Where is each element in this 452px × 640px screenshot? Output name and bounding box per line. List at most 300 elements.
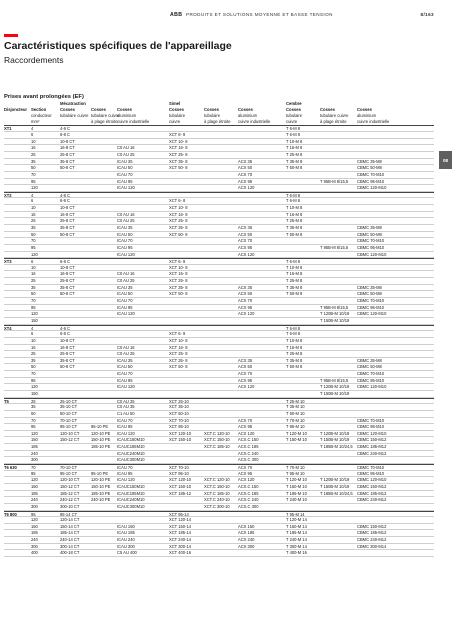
table-row [4, 271, 434, 278]
table-cell: 16-8 CT [60, 211, 75, 217]
table-row [4, 218, 434, 225]
table-row [4, 371, 434, 378]
table-cell: XCT 185-12 [169, 490, 191, 496]
table-cell: 120 [31, 185, 38, 191]
table-cell: XT4 [4, 325, 12, 331]
table-cell: XCT.C 185-10 [204, 444, 230, 450]
table-row [4, 497, 434, 504]
table-cell: CBMC 300-M14 [357, 543, 387, 549]
table-cell: 185 [31, 530, 38, 536]
table-row [4, 524, 434, 531]
table-cell: ICAU 185 [117, 530, 135, 536]
table-cell: C0 AU 16 [117, 344, 135, 350]
table-cell: 70 [31, 417, 36, 423]
table-row [4, 132, 434, 139]
table-cell: ICAUC240M10 [117, 450, 145, 456]
table-cell: XCT 10- 8 [169, 205, 188, 211]
table-cell: ACX.C 240 [238, 450, 259, 456]
table-cell: 240 [31, 450, 38, 456]
table-cell: XCT 16- 8 [169, 344, 188, 350]
table-cell: CBMC 240-M12 [357, 537, 387, 543]
table-cell: ACX 35 [238, 284, 253, 290]
table-cell: CBMC 50-M8 [357, 291, 382, 297]
table-cell: T 16-M 8 [286, 271, 303, 277]
table-row [4, 484, 434, 491]
table-cell: 35-8 CT [60, 224, 75, 230]
table-cell: 95 [31, 377, 36, 383]
table-cell: XCT 25- 8 [169, 218, 188, 224]
table-row [4, 172, 434, 179]
table-row [4, 537, 434, 544]
table-cell: ACX 95 [238, 377, 253, 383]
table-cell: C0 AU 25 [117, 278, 135, 284]
table-cell: T 10-M 8 [286, 264, 303, 270]
table-cell: ACX 185 [238, 530, 255, 536]
table-cell: T 300-M 14 [286, 543, 307, 549]
column-header: Cosses [91, 107, 106, 113]
table-row [4, 245, 434, 252]
table-cell: 4 [31, 192, 34, 198]
table-cell: XCT 35- 8 [169, 224, 188, 230]
table-cell: XCT 35- 8 [169, 357, 188, 363]
table-cell: 6 [31, 198, 34, 204]
table-cell: 70 [31, 371, 36, 377]
table-cell: T 95-M 10 [286, 424, 305, 430]
table-cell: 25 [31, 278, 36, 284]
table-cell: ACX.C 300 [238, 503, 259, 509]
table-cell: XCT 10- 8 [169, 138, 188, 144]
column-header: tubulaire [169, 113, 186, 119]
column-header: tubulaire cuivre [60, 113, 89, 119]
table-cell: 120 [31, 430, 38, 436]
table-row [4, 351, 434, 358]
column-header: tubulaire [286, 113, 303, 119]
table-cell: XCT 95-10 [169, 470, 189, 476]
table-cell: 6-8 C [60, 331, 71, 337]
table-row [4, 165, 434, 172]
table-cell: ICAU 50 [117, 231, 133, 237]
table-cell: 120-10 CT [60, 430, 80, 436]
table-cell: XCT 50- 8 [169, 291, 188, 297]
table-cell: 95 [31, 511, 36, 517]
table-cell: ACX 95 [238, 244, 253, 250]
table-cell: 4-8 C [60, 192, 71, 198]
table-cell: 240 [31, 497, 38, 503]
column-header: aluminium [117, 113, 137, 119]
table-cell: ICAUC185M10 [117, 444, 145, 450]
table-cell: XCT 25- 8 [169, 351, 188, 357]
table-cell: C0 AU 25 [117, 398, 135, 404]
table-cell: XCT 16- 8 [169, 271, 188, 277]
chapter-tab: 08 [439, 151, 452, 169]
table-cell: T 50-M 8 [286, 291, 303, 297]
table-cell: 50 [31, 165, 36, 171]
table-cell: 95-10 PE [91, 470, 109, 476]
table-cell: T 35-M 8 [286, 158, 303, 164]
table-cell: 120 [31, 384, 38, 390]
table-row [4, 477, 434, 484]
table-cell: ICAU 95 [117, 377, 133, 383]
table-cell: T 120-M 10 [286, 430, 307, 436]
table-cell: T 16-M 8 [286, 344, 303, 350]
table-cell: 35 [31, 284, 36, 290]
table-cell: T 6-M 8 [286, 259, 301, 265]
table-cell: XCT 6- 8 [169, 259, 186, 265]
table-row [4, 318, 434, 325]
table-cell: 10 [31, 205, 36, 211]
table-cell: ICAU 50 [117, 291, 133, 297]
table-row [4, 291, 434, 298]
table-cell: CBMC 150-M12 [357, 523, 387, 529]
table-cell: 120 [31, 517, 38, 523]
table-cell: 150-10 PE [91, 483, 111, 489]
table-cell: 4 [31, 126, 34, 132]
table-cell: CBMC 95-M10 [357, 244, 385, 250]
table-cell: XCT 150-14 [169, 523, 191, 529]
table-cell: 50-10 CT [60, 410, 78, 416]
table-cell: XCT 120-14 [169, 517, 191, 523]
table-cell: ACX 120 [238, 311, 255, 317]
table-cell: 10 [31, 138, 36, 144]
table-cell: C0 AU 16 [117, 271, 135, 277]
table-cell: T 150B-M 10/19 [320, 317, 350, 323]
table-cell: 10-8 CT [60, 264, 75, 270]
table-cell: 6-8 C [60, 132, 71, 138]
table-cell: XCT 16- 8 [169, 211, 188, 217]
table-cell: 185-10 PE [91, 444, 111, 450]
table-cell: ICAU 50 [117, 165, 133, 171]
table-cell: T 70-M 10 [286, 465, 305, 471]
table-cell: CBMC 95-M10 [357, 178, 385, 184]
table-cell: ACX 35 [238, 224, 253, 230]
table-cell: ACX 240 [238, 537, 255, 543]
table-cell: 120 [31, 311, 38, 317]
table-cell: 240-12 CT [60, 497, 80, 503]
table-cell: CBMC 35-M8 [357, 357, 382, 363]
table-cell: T 6-M 8 [286, 198, 301, 204]
table-cell: 150 [31, 391, 38, 396]
table-row [4, 185, 434, 192]
column-header: Cosses [320, 107, 335, 113]
table-row [4, 418, 434, 425]
table-cell: CBMC 70-M10 [357, 465, 385, 471]
connections-table [4, 101, 434, 557]
table-cell: ICAU 95 [117, 470, 133, 476]
table-cell: CBMC 95-M10 [357, 424, 385, 430]
table-cell: XCT 300-14 [169, 543, 191, 549]
table-row [4, 265, 434, 272]
column-header: mm² [31, 119, 40, 125]
column-header: Cosses [286, 107, 301, 113]
table-cell: ACX 70 [238, 238, 253, 244]
table-cell: 70 [31, 465, 36, 471]
table-cell: XCT 120-10 [169, 477, 191, 483]
table-cell: ACX 70 [238, 171, 253, 177]
table-cell: 150-12 CT [60, 483, 80, 489]
table-cell: 16 [31, 211, 36, 217]
table-cell: ICAU 95 [117, 244, 133, 250]
table-cell: T 70-M 10 [286, 417, 305, 423]
table-row [4, 550, 434, 557]
table-cell: 95-10 CT [60, 424, 78, 430]
column-header: Cosses [117, 107, 132, 113]
table-cell: 70 [31, 171, 36, 177]
table-cell: XCT 35-10 [169, 404, 189, 410]
table-row [4, 437, 434, 444]
table-cell: T 120B-M 10/19 [320, 311, 350, 317]
table-cell: CBMC 70-M10 [357, 238, 385, 244]
table-cell: 95 [31, 244, 36, 250]
table-cell: XCT 150-10 [169, 483, 191, 489]
table-cell: ICAU 70 [117, 417, 133, 423]
table-row [4, 491, 434, 498]
table-cell: T 150-M 10 [286, 483, 307, 489]
table-cell: 50 [31, 364, 36, 370]
table-row [4, 517, 434, 524]
table-cell: CBMC 50-M8 [357, 231, 382, 237]
table-cell: 25 [31, 351, 36, 357]
table-cell: ICAU 70 [117, 298, 133, 304]
table-cell: 16 [31, 145, 36, 151]
table-cell: XT2 [4, 192, 12, 198]
table-cell: XCT 400-16 [169, 550, 191, 556]
table-cell: 120-10 PE [91, 430, 111, 436]
table-cell: CBMC 95-M10 [357, 377, 385, 383]
table-cell: C0 AU 25 [117, 218, 135, 224]
table-cell: XCT 25-10 [169, 398, 189, 404]
table-cell: T 95B-M 8/15,5 [320, 178, 349, 184]
table-cell: 25-8 CT [60, 351, 75, 357]
table-row [4, 404, 434, 411]
table-cell: T 185-M 10 [286, 490, 307, 496]
table-cell: T 120B-M 10/19 [320, 477, 350, 483]
table-cell: ACX 95 [238, 304, 253, 310]
table-cell: XCT 150-10 [169, 437, 191, 443]
table-cell: 6 [31, 259, 34, 265]
table-cell: 95 [31, 178, 36, 184]
table-cell: CBMC 240-M12 [357, 497, 387, 503]
table-cell: T 6-M 8 [286, 132, 301, 138]
table-row [4, 451, 434, 458]
table-cell: XCT 120-10 [169, 430, 191, 436]
page-subtitle: Raccordements [4, 55, 64, 65]
table-cell: C0 AU 16 [117, 211, 135, 217]
table-row [4, 378, 434, 385]
table-cell: ICAU 95 [117, 304, 133, 310]
table-cell: ICAUC300M10 [117, 457, 145, 463]
table-cell: ACX 120 [238, 430, 255, 436]
group-header-simel: Simel [169, 101, 181, 106]
table-row [4, 212, 434, 219]
table-cell: XT3 [4, 259, 12, 265]
table-body [4, 125, 434, 557]
table-cell: ACX 120 [238, 185, 255, 191]
table-cell: C0 AU 25 [117, 351, 135, 357]
table-cell: T 50-M 8 [286, 231, 303, 237]
table-cell: 10-8 CT [60, 205, 75, 211]
table-cell: ACX 120 [238, 477, 255, 483]
table-cell: T 50-M 8 [286, 165, 303, 171]
page-title: Caractéristiques spécifiques de l'appareillage [4, 40, 232, 52]
table-cell: ACX.C 240 [238, 497, 259, 503]
accent-bar [4, 34, 18, 37]
table-cell: 10 [31, 264, 36, 270]
table-cell: ICAU 120 [117, 430, 135, 436]
table-cell: 50-8 CT [60, 291, 75, 297]
column-header: Cosses [204, 107, 219, 113]
column-header: Section [31, 107, 47, 113]
page-header [0, 10, 452, 22]
table-cell: 150-12 CT [60, 437, 80, 443]
table-cell: ACX 150 [238, 523, 255, 529]
table-cell: 16 [31, 271, 36, 277]
table-cell: 120-10 PE [91, 477, 111, 483]
table-cell: 185 [31, 490, 38, 496]
table-cell: ICAU 120 [117, 477, 135, 483]
table-cell: ACX 50 [238, 231, 253, 237]
table-cell: CBMC 70-M10 [357, 371, 385, 377]
table-cell: T 25-M 8 [286, 351, 303, 357]
table-cell: 35-8 CT [60, 284, 75, 290]
table-cell: 6 [31, 331, 34, 337]
table-cell: XCT 25- 8 [169, 151, 188, 157]
section-title: PRODUITS ET SOLUTIONS MOYENNE ET BASSE TENSION [186, 12, 333, 17]
table-cell: T 400-M 16 [286, 550, 307, 556]
table-cell: XCT 240-14 [169, 537, 191, 543]
table-cell: CBMC 185-M12 [357, 490, 387, 496]
table-cell: 120 [31, 477, 38, 483]
table-cell: 70 [31, 298, 36, 304]
table-cell: T 120B-M 10/19 [320, 430, 350, 436]
table-cell: 35-8 CT [60, 357, 75, 363]
table-cell: 35 [31, 404, 36, 410]
table-cell: CBMC 50-M8 [357, 364, 382, 370]
table-cell: 70-10 CT [60, 465, 78, 471]
column-header: à plage étroite [204, 119, 231, 125]
table-cell: T6 800 [4, 511, 17, 517]
table-cell: ACX.C 150 [238, 483, 259, 489]
table-row [4, 345, 434, 352]
table-cell: ACX 50 [238, 291, 253, 297]
table-cell: XCT 16- 8 [169, 145, 188, 151]
group-header-mecatraction: Mécatraction [60, 101, 86, 106]
table-cell: XCT 6- 8 [169, 132, 186, 138]
table-cell: XCT.C 185-10 [204, 490, 230, 496]
group-header-cembre: Cembre [286, 101, 302, 106]
table-cell: XCT 50- 8 [169, 364, 188, 370]
table-cell: T 35-M 8 [286, 357, 303, 363]
table-row [4, 511, 434, 518]
table-cell: C0 AU 25 [117, 151, 135, 157]
table-cell: CBMC 35-M8 [357, 284, 382, 290]
table-cell: XCT.C 120-10 [204, 477, 230, 483]
table-cell: ACX 120 [238, 384, 255, 390]
table-cell: CBMC 70-M10 [357, 298, 385, 304]
table-cell: T6 630 [4, 465, 17, 471]
table-cell: C1 AU 50 [117, 410, 135, 416]
table-row [4, 179, 434, 186]
column-header: tubulaire cuivre [320, 113, 349, 119]
table-row [4, 358, 434, 365]
table-cell: ICAU 150 [117, 523, 135, 529]
table-cell: 50-8 CT [60, 364, 75, 370]
table-cell: ACX 35 [238, 158, 253, 164]
table-cell: C0 AU 16 [117, 145, 135, 151]
table-cell: 50-8 CT [60, 231, 75, 237]
table-cell: XCT 185-14 [169, 530, 191, 536]
table-row [4, 192, 434, 199]
table-cell: 300 [31, 457, 38, 463]
column-header: tubulaire cuivre [91, 113, 120, 119]
table-row [4, 145, 434, 152]
table-cell: 25 [31, 218, 36, 224]
table-row [4, 384, 434, 391]
table-cell: T 16-M 8 [286, 145, 303, 151]
table-cell: ICAU 120 [117, 311, 135, 317]
table-cell: 240-10 PE [91, 497, 111, 503]
table-cell: T 25-M 8 [286, 278, 303, 284]
table-row [4, 285, 434, 292]
table-cell: 35 [31, 357, 36, 363]
table-row [4, 252, 434, 259]
table-cell: CBMC 120-M10 [357, 430, 387, 436]
table-cell: T 150B-M 10/19 [320, 391, 350, 396]
column-header: aluminium [357, 113, 377, 119]
table-cell: 185-10 PE [91, 490, 111, 496]
table-cell: 95-14 CT [60, 511, 78, 517]
table-cell: ICAU 95 [117, 424, 133, 430]
table-row [4, 464, 434, 471]
table-row [4, 152, 434, 159]
table-cell: 150-14 CT [60, 523, 80, 529]
column-header: aluminium [238, 113, 258, 119]
table-cell: XCT 35- 8 [169, 284, 188, 290]
table-cell: ICAUC300M10 [117, 503, 145, 509]
table-cell: XCT 50- 8 [169, 231, 188, 237]
table-cell: 10 [31, 337, 36, 343]
table-cell: ICAU 35 [117, 357, 133, 363]
table-cell: CBMC 50-M8 [357, 165, 382, 171]
table-cell: CBMC 150-M12 [357, 437, 387, 443]
table-cell: 10-8 CT [60, 337, 75, 343]
table-cell: 240-14 CT [60, 537, 80, 543]
table-cell: 185-14 CT [60, 530, 80, 536]
table-row [4, 159, 434, 166]
table-cell: CBMC 95-M10 [357, 470, 385, 476]
table-cell: 300 [31, 543, 38, 549]
table-cell: ACX.C 185 [238, 490, 259, 496]
table-row [4, 544, 434, 551]
table-cell: XCT.C 240-10 [204, 497, 230, 503]
table-cell: ACX 70 [238, 371, 253, 377]
table-cell: ICAU 50 [117, 364, 133, 370]
table-cell: CBMC 70-M10 [357, 171, 385, 177]
table-cell: CBMC 120-M10 [357, 384, 387, 390]
table-row [4, 225, 434, 232]
table-cell: C0 AU 35 [117, 404, 135, 410]
table-cell: C5 AU 400 [117, 550, 137, 556]
table-cell: 95 [31, 424, 36, 430]
table-cell: XCT.C 150-10 [204, 483, 230, 489]
column-header: cuivre [286, 119, 298, 125]
table-cell: CBMC 120-M10 [357, 185, 387, 191]
table-cell: XCT 6- 8 [169, 331, 186, 337]
table-cell: 150 [31, 317, 38, 323]
column-header: Cosses [169, 107, 184, 113]
table-cell: T 120B-M 10/19 [320, 384, 350, 390]
table-cell: ICAU 70 [117, 371, 133, 377]
table-cell: ICAU 120 [117, 251, 135, 257]
